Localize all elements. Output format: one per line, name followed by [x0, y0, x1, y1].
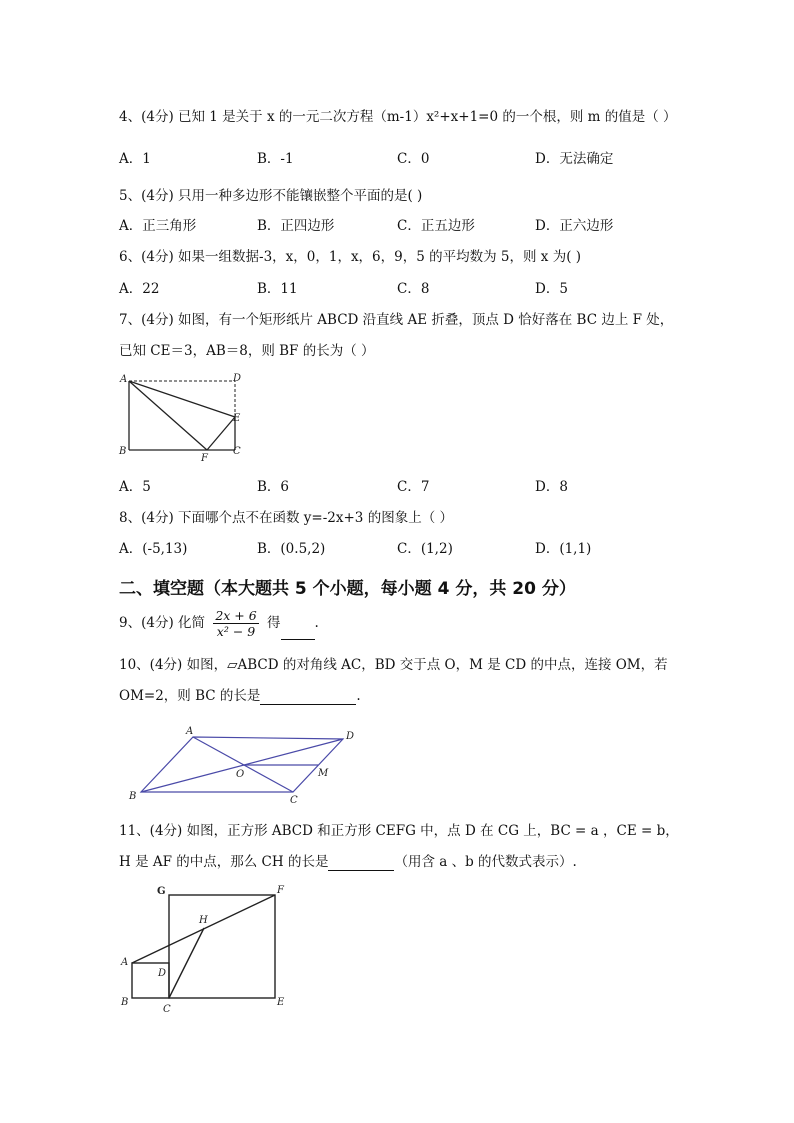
q11-label-f: F — [277, 885, 284, 896]
q9-numerator: 2x + 6 — [215, 608, 257, 623]
q11-label-a: A — [121, 957, 129, 968]
q9-suffix: 得 — [267, 615, 281, 631]
q8-option-a: A．(-5,13) — [119, 541, 188, 557]
q11-stem-line2 — [119, 853, 577, 871]
q11-label-b: B — [121, 997, 129, 1008]
section-heading: 二、填空题（本大题共 5 个小题，每小题 4 分，共 20 分） — [119, 579, 576, 599]
q8-option-d: D．(1,1) — [535, 541, 592, 557]
q4-option-c: C．0 — [397, 151, 430, 167]
q4-option-d: D．无法确定 — [535, 151, 614, 167]
q10-stem-line2 — [119, 687, 361, 705]
q6-stem: 6、(4分) 如果一组数据-3，x，0，1，x，6，9，5 的平均数为 5，则 x 为( ) — [119, 249, 582, 265]
q7-stem-line2: 已知 CE＝3，AB＝8，则 BF 的长为（ ） — [119, 343, 375, 359]
q7-stem-line1: 7、(4分) 如图，有一个矩形纸片 ABCD 沿直线 AE 折叠，顶点 D 恰好落在 BC 边上 F 处， — [119, 312, 674, 328]
q10-label-b: B — [129, 791, 137, 802]
q11-answer-blank[interactable] — [328, 856, 394, 871]
q8-option-b: B．(0.5,2) — [257, 541, 326, 557]
q10-label-m: M — [318, 768, 329, 779]
q4-option-a: A．1 — [119, 151, 151, 167]
q4-option-b: B．-1 — [257, 151, 294, 167]
q5-option-b: B．正四边形 — [257, 218, 335, 234]
q6-option-d: D．5 — [535, 281, 568, 297]
q5-option-c: C．正五边形 — [397, 218, 475, 234]
q11-stem-line1: 11、(4分) 如图，正方形 ABCD 和正方形 CEFG 中，点 D 在 CG 上，BC = a ，CE = b， — [119, 823, 679, 839]
q7-label-d: D — [233, 373, 242, 384]
q11-stem-line2a: H 是 AF 的中点，那么 CH 的长是 — [119, 854, 329, 870]
q11-squares-figure — [115, 880, 300, 1020]
q9-prefix: 9、(4分) 化简 — [119, 615, 206, 631]
q7-label-e: E — [233, 413, 241, 424]
q5-option-d: D．正六边形 — [535, 218, 614, 234]
q10-label-o: O — [236, 769, 245, 780]
q11-label-g: G — [157, 886, 166, 897]
q7-label-f: F — [201, 453, 208, 464]
q5-option-a: A．正三角形 — [119, 218, 197, 234]
q6-option-a: A．22 — [119, 281, 160, 297]
q10-stem-line2-text: OM=2，则 BC 的长是 — [119, 688, 261, 704]
q7-option-c: C．7 — [397, 479, 430, 495]
q10-end: . — [356, 688, 361, 704]
q9-denominator: x² − 9 — [216, 624, 256, 639]
q7-option-a: A．5 — [119, 479, 151, 495]
q7-rectangle-figure — [115, 370, 255, 465]
q11-label-d: D — [158, 968, 167, 979]
q10-parallelogram-figure — [125, 722, 360, 812]
q11-label-e: E — [277, 997, 285, 1008]
q10-stem-line1: 10、(4分) 如图，▱ABCD 的对角线 AC，BD 交于点 O，M 是 CD 的中点，连接 OM，若 — [119, 657, 668, 673]
q11-label-c: C — [163, 1004, 171, 1015]
q9-stem — [119, 606, 319, 640]
q9-answer-blank[interactable] — [281, 625, 315, 640]
q11-label-h: H — [199, 915, 208, 926]
q7-option-d: D．8 — [535, 479, 568, 495]
q8-stem: 8、(4分) 下面哪个点不在函数 y=-2x+3 的图象上（ ） — [119, 510, 453, 526]
q7-label-b: B — [119, 446, 127, 457]
q10-label-d: D — [346, 731, 355, 742]
q7-option-b: B．6 — [257, 479, 290, 495]
q6-option-b: B．11 — [257, 281, 298, 297]
q10-label-c: C — [290, 795, 298, 806]
q7-label-a: A — [120, 374, 128, 385]
q5-stem: 5、(4分) 只用一种多边形不能镶嵌整个平面的是( ) — [119, 188, 423, 204]
q9-end: . — [314, 615, 319, 631]
q11-stem-line2b: （用含 a 、b 的代数式表示）. — [394, 854, 577, 870]
q9-fraction — [213, 608, 258, 639]
q4-stem: 4、(4分) 已知 1 是关于 x 的一元二次方程（m-1）x²+x+1=0 的一个根，则 m 的值是（ ） — [119, 109, 677, 125]
q8-option-c: C．(1,2) — [397, 541, 453, 557]
q6-option-c: C．8 — [397, 281, 430, 297]
q7-label-c: C — [233, 446, 241, 457]
q10-answer-blank[interactable] — [260, 690, 356, 705]
q10-label-a: A — [186, 726, 194, 737]
